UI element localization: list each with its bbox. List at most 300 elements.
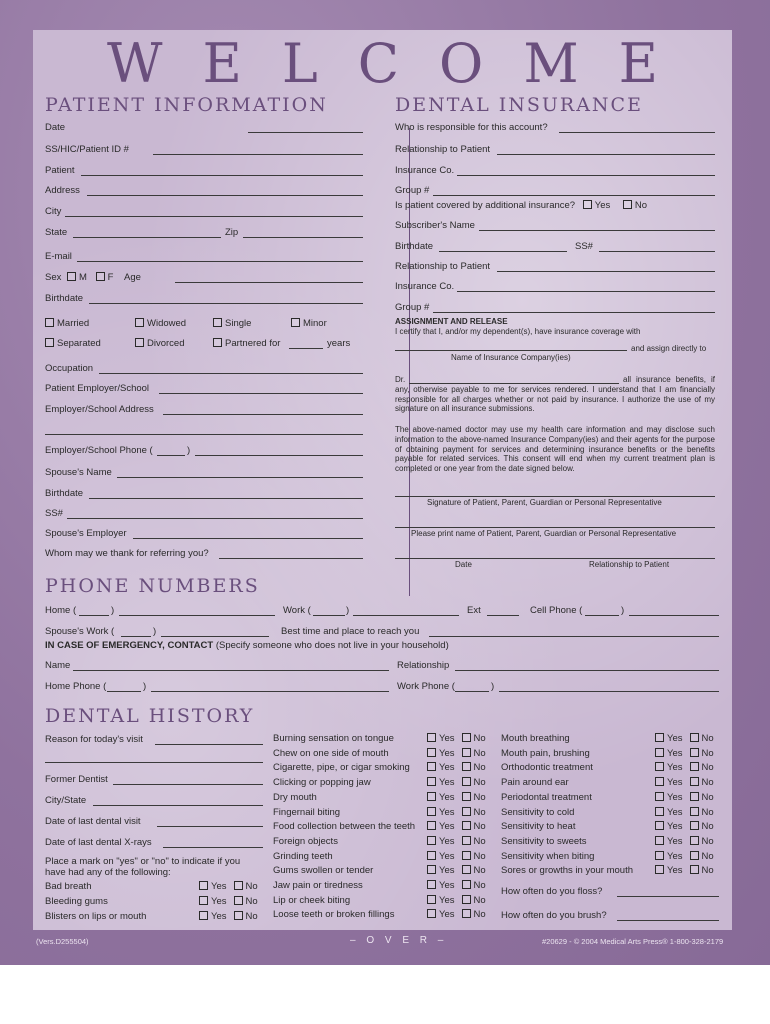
- yes-no-pair: [655, 792, 714, 803]
- no-checkbox[interactable]: [690, 821, 699, 830]
- yes-checkbox[interactable]: [427, 792, 436, 801]
- employer-phone-label: Employer/School Phone (: [45, 445, 153, 456]
- yes-checkbox[interactable]: [655, 733, 664, 742]
- employer-field[interactable]: [159, 393, 363, 394]
- reason-label: Reason for today's visit: [45, 734, 143, 745]
- history-item: Pain around ear: [501, 777, 569, 789]
- yes-no-pair: [427, 909, 486, 920]
- cell-phone-field[interactable]: [629, 615, 719, 616]
- state-label: State: [45, 227, 68, 238]
- yes-label: Yes: [667, 791, 683, 803]
- yes-no-pair: [427, 851, 486, 862]
- sex-row: [45, 272, 141, 283]
- yes-checkbox[interactable]: [427, 733, 436, 742]
- yes-checkbox[interactable]: [655, 836, 664, 845]
- yes-label: Yes: [439, 850, 455, 862]
- yes-checkbox[interactable]: [427, 762, 436, 771]
- yes-label: Yes: [211, 911, 227, 922]
- minor-label: Minor: [303, 318, 327, 329]
- no-checkbox[interactable]: [462, 909, 471, 918]
- no-label: No: [473, 777, 486, 789]
- single-label: Single: [225, 318, 252, 329]
- no-checkbox[interactable]: [690, 777, 699, 786]
- relationship2-label: Relationship to Patient: [395, 261, 491, 272]
- spouse-ss-field[interactable]: [67, 518, 363, 519]
- yes-no-pair: [427, 748, 486, 759]
- minor-option[interactable]: [291, 318, 327, 329]
- no-label: No: [701, 865, 714, 877]
- no-checkbox[interactable]: [462, 895, 471, 904]
- yes-label: Yes: [667, 733, 683, 744]
- patient-field[interactable]: [81, 175, 363, 176]
- yes-label: Yes: [439, 909, 455, 921]
- employer-phone-close: ): [187, 445, 191, 456]
- city-state-field[interactable]: [93, 805, 263, 806]
- history-item: Jaw pain or tiredness: [273, 880, 363, 891]
- mark-note-2: have had any of the following:: [45, 867, 171, 878]
- employer-phone-field[interactable]: [195, 455, 363, 456]
- yes-no-pair: [427, 733, 486, 744]
- additional-no-checkbox[interactable]: [623, 200, 632, 209]
- no-label: No: [473, 791, 486, 803]
- ss-id-label: SS/HIC/Patient ID #: [45, 144, 129, 155]
- yes-checkbox[interactable]: [427, 895, 436, 904]
- date-label: Date: [45, 122, 66, 133]
- history-item: Burning sensation on tongue: [273, 733, 394, 744]
- signature-field[interactable]: [395, 496, 715, 497]
- yes-label: Yes: [667, 762, 683, 774]
- history-item: Sensitivity to cold: [501, 806, 575, 818]
- history-item: Grinding teeth: [273, 850, 333, 862]
- minor-checkbox[interactable]: [291, 318, 300, 327]
- no-label: No: [701, 806, 714, 818]
- subscriber-field[interactable]: [479, 230, 715, 231]
- and-assign-label: and assign directly to: [631, 344, 707, 353]
- no-checkbox[interactable]: [690, 807, 699, 816]
- address-field[interactable]: [87, 195, 363, 196]
- divorced-checkbox[interactable]: [135, 338, 144, 347]
- no-checkbox[interactable]: [462, 880, 471, 889]
- yes-no-pair: [655, 733, 714, 744]
- spouse-employer-label: Spouse's Employer: [45, 528, 127, 539]
- partnered-years-field[interactable]: [289, 348, 323, 349]
- yes-checkbox[interactable]: [655, 865, 664, 874]
- emergency-note: (Specify someone who does not live in your household): [215, 640, 449, 651]
- home-phone-field[interactable]: [119, 615, 275, 616]
- no-label: No: [701, 791, 714, 803]
- separated-checkbox[interactable]: [45, 338, 54, 347]
- relationship2-field[interactable]: [497, 271, 715, 272]
- yes-label: Yes: [439, 733, 455, 744]
- yes-no-pair: [199, 896, 258, 907]
- history-item: Orthodontic treatment: [501, 762, 593, 774]
- yes-label: Yes: [667, 777, 683, 789]
- yes-label: Yes: [439, 821, 455, 833]
- work-area-field[interactable]: [313, 615, 345, 616]
- no-checkbox[interactable]: [462, 836, 471, 845]
- group1-label: Group #: [395, 185, 430, 196]
- best-time-field[interactable]: [429, 636, 719, 637]
- no-label: No: [473, 894, 486, 906]
- employer-address-label: Employer/School Address: [45, 404, 154, 415]
- yes-checkbox[interactable]: [655, 851, 664, 860]
- no-checkbox[interactable]: [234, 911, 243, 920]
- partnered-label: Partnered for: [225, 338, 281, 349]
- yes-label: Yes: [439, 894, 455, 906]
- yes-label: Yes: [667, 835, 683, 847]
- zip-field[interactable]: [243, 237, 363, 238]
- yes-checkbox[interactable]: [427, 836, 436, 845]
- brush-field[interactable]: [617, 920, 719, 921]
- last-visit-field[interactable]: [157, 826, 263, 827]
- print-name-field[interactable]: [395, 527, 715, 528]
- yes-checkbox[interactable]: [199, 881, 208, 890]
- additional-insurance-label: Is patient covered by additional insurance?: [395, 200, 576, 211]
- employer-phone-area[interactable]: [157, 455, 185, 456]
- state-field[interactable]: [73, 237, 221, 238]
- home-close: ): [111, 605, 115, 616]
- yes-checkbox[interactable]: [655, 807, 664, 816]
- form-panel: [33, 30, 732, 930]
- yes-checkbox[interactable]: [427, 909, 436, 918]
- no-checkbox[interactable]: [690, 836, 699, 845]
- married-option[interactable]: [45, 318, 89, 329]
- yes-checkbox[interactable]: [427, 748, 436, 757]
- yes-label: Yes: [667, 806, 683, 818]
- address-label: Address: [45, 185, 80, 196]
- no-checkbox[interactable]: [690, 733, 699, 742]
- history-item: Chew on one side of mouth: [273, 747, 389, 759]
- yes-no-pair: [427, 777, 486, 788]
- reason-field-2[interactable]: [45, 762, 263, 763]
- responsible-field[interactable]: [559, 132, 715, 133]
- spouse-name-field[interactable]: [117, 477, 363, 478]
- yes-checkbox[interactable]: [427, 777, 436, 786]
- patient-info-heading: PATIENT INFORMATION: [45, 94, 328, 116]
- yes-checkbox[interactable]: [427, 807, 436, 816]
- employer-address-field-2[interactable]: [45, 434, 363, 435]
- history-item: Fingernail biting: [273, 806, 341, 818]
- city-state-label: City/State: [45, 795, 87, 806]
- assign-paragraph: all insurance benefits, if any, otherwise payable to me for services rendered. I understand that I am financially responsible for all charges whether or not paid by insurance. I authorize the use of my signature on all insurance submissions.: [395, 375, 715, 414]
- release-paragraph: The above-named doctor may use my health care information and may disclose such information to the above-named Insurance Company(ies) and their agents for the purpose of obtaining payment for services and determining insurance benefits or the benefits payable for related services. This consent will end when my current treatment plan is completed or one year from the date signed below.: [395, 425, 715, 474]
- home-area-field[interactable]: [79, 615, 109, 616]
- emergency-home-label: Home Phone (: [45, 681, 107, 692]
- history-item: Gums swollen or tender: [273, 865, 374, 877]
- yes-no-pair: [427, 836, 486, 847]
- no-label: No: [701, 762, 714, 774]
- yes-no-pair: [427, 807, 486, 818]
- yes-label: Yes: [439, 747, 455, 759]
- additional-insurance-row: [395, 200, 647, 211]
- yes-checkbox[interactable]: [655, 777, 664, 786]
- mark-note-1: Place a mark on "yes" or "no" to indicate if you: [45, 856, 241, 867]
- married-label: Married: [57, 318, 90, 329]
- emergency-home-field[interactable]: [151, 691, 389, 692]
- yes-no-pair: [427, 792, 486, 803]
- responsible-label: Who is responsible for this account?: [395, 122, 548, 133]
- partnered-option[interactable]: [213, 338, 280, 349]
- insurance1-field[interactable]: [457, 175, 715, 176]
- history-item: Dry mouth: [273, 791, 317, 803]
- work-phone-field[interactable]: [353, 615, 459, 616]
- age-label: Age: [124, 272, 141, 283]
- subscriber-label: Subscriber's Name: [395, 220, 475, 231]
- additional-no-label: No: [634, 200, 648, 211]
- no-checkbox[interactable]: [462, 865, 471, 874]
- separated-label: Separated: [57, 338, 101, 349]
- age-field[interactable]: [175, 282, 363, 283]
- no-checkbox[interactable]: [690, 792, 699, 801]
- single-checkbox[interactable]: [213, 318, 222, 327]
- yes-checkbox[interactable]: [427, 821, 436, 830]
- cell-label: Cell Phone (: [530, 605, 583, 616]
- employer-address-field[interactable]: [163, 414, 363, 415]
- history-item: Mouth breathing: [501, 733, 570, 744]
- yes-no-pair: [655, 836, 714, 847]
- yes-no-pair: [655, 748, 714, 759]
- yes-label: Yes: [439, 777, 455, 789]
- dr-label: Dr.: [395, 375, 406, 384]
- years-label: years: [327, 338, 351, 349]
- spouse-work-label: Spouse's Work (: [45, 626, 115, 637]
- birthdate-label: Birthdate: [45, 293, 84, 304]
- work-label: Work (: [283, 605, 311, 616]
- sex-f-checkbox[interactable]: [96, 272, 105, 281]
- ext-field[interactable]: [487, 615, 519, 616]
- no-checkbox[interactable]: [462, 733, 471, 742]
- relationship1-label: Relationship to Patient: [395, 144, 491, 155]
- yes-checkbox[interactable]: [427, 851, 436, 860]
- emergency-row: [45, 640, 449, 651]
- no-label: No: [473, 909, 486, 921]
- no-label: No: [473, 865, 486, 877]
- yes-label: Yes: [667, 865, 683, 877]
- separated-option[interactable]: [45, 338, 101, 349]
- no-label: No: [473, 835, 486, 847]
- no-label: No: [245, 896, 258, 907]
- referral-label: Whom may we thank for referring you?: [45, 548, 209, 559]
- no-checkbox[interactable]: [462, 792, 471, 801]
- signature-date-caption: Date: [455, 560, 472, 569]
- yes-checkbox[interactable]: [655, 762, 664, 771]
- emergency-work-label: Work Phone (: [397, 681, 455, 692]
- sex-m-checkbox[interactable]: [67, 272, 76, 281]
- signature-caption: Signature of Patient, Parent, Guardian or Personal Representative: [427, 498, 662, 507]
- history-item: Food collection between the teeth: [273, 821, 416, 833]
- no-checkbox[interactable]: [462, 748, 471, 757]
- yes-checkbox[interactable]: [199, 911, 208, 920]
- no-label: No: [473, 850, 486, 862]
- group2-label: Group #: [395, 302, 430, 313]
- no-label: No: [245, 881, 258, 892]
- emergency-name-label: Name: [45, 660, 71, 671]
- insurance-company-field[interactable]: [395, 350, 627, 351]
- yes-no-pair: [199, 911, 258, 922]
- history-item: Sores or growths in your mouth: [501, 865, 634, 877]
- widowed-label: Widowed: [147, 318, 187, 329]
- insurance-birthdate-field[interactable]: [439, 251, 567, 252]
- insurance1-label: Insurance Co.: [395, 165, 455, 176]
- insurance-ss-field[interactable]: [599, 251, 715, 252]
- yes-checkbox[interactable]: [655, 792, 664, 801]
- emergency-home-close: ): [143, 681, 147, 692]
- yes-no-pair: [655, 851, 714, 862]
- yes-label: Yes: [211, 896, 227, 907]
- group2-field[interactable]: [433, 312, 715, 313]
- phone-numbers-heading: PHONE NUMBERS: [45, 575, 260, 597]
- over-label: – O V E R –: [350, 935, 448, 946]
- no-checkbox[interactable]: [690, 865, 699, 874]
- history-item: Loose teeth or broken fillings: [273, 909, 395, 921]
- insurance2-label: Insurance Co.: [395, 281, 455, 292]
- yes-no-pair: [655, 821, 714, 832]
- yes-checkbox[interactable]: [199, 896, 208, 905]
- history-item: Cigarette, pipe, or cigar smoking: [273, 762, 410, 774]
- yes-no-pair: [199, 881, 258, 892]
- yes-checkbox[interactable]: [427, 865, 436, 874]
- emergency-relationship-field[interactable]: [455, 670, 719, 671]
- yes-checkbox[interactable]: [655, 821, 664, 830]
- ss-id-field[interactable]: [153, 154, 363, 155]
- history-item: Bleeding gums: [45, 896, 108, 907]
- yes-no-pair: [427, 821, 486, 832]
- yes-checkbox[interactable]: [655, 748, 664, 757]
- email-label: E-mail: [45, 251, 72, 262]
- single-option[interactable]: [213, 318, 251, 329]
- sex-label: Sex: [45, 272, 62, 283]
- yes-label: Yes: [439, 835, 455, 847]
- history-item: Sensitivity when biting: [501, 850, 595, 862]
- last-visit-label: Date of last dental visit: [45, 816, 141, 827]
- no-checkbox[interactable]: [462, 851, 471, 860]
- dental-history-heading: DENTAL HISTORY: [45, 705, 255, 727]
- no-checkbox[interactable]: [462, 762, 471, 771]
- dental-insurance-heading: DENTAL INSURANCE: [395, 94, 643, 116]
- last-xrays-field[interactable]: [163, 847, 263, 848]
- emergency-name-field[interactable]: [73, 670, 389, 671]
- date-relationship-field[interactable]: [395, 558, 715, 559]
- zip-label: Zip: [225, 227, 239, 238]
- no-checkbox[interactable]: [234, 896, 243, 905]
- additional-yes-checkbox[interactable]: [583, 200, 592, 209]
- yes-label: Yes: [439, 806, 455, 818]
- yes-label: Yes: [439, 791, 455, 803]
- city-field[interactable]: [65, 216, 363, 217]
- no-label: No: [701, 747, 714, 759]
- emergency-home-area-field[interactable]: [107, 691, 141, 692]
- reason-field[interactable]: [155, 744, 263, 745]
- spouse-employer-field[interactable]: [133, 538, 363, 539]
- yes-no-pair: [427, 895, 486, 906]
- referral-field[interactable]: [219, 558, 363, 559]
- yes-label: Yes: [439, 880, 455, 891]
- history-item: Periodontal treatment: [501, 791, 592, 803]
- date-field[interactable]: [248, 132, 363, 133]
- no-checkbox[interactable]: [234, 881, 243, 890]
- spouse-work-field[interactable]: [161, 636, 269, 637]
- spouse-ss-label: SS#: [45, 508, 63, 519]
- no-checkbox[interactable]: [462, 807, 471, 816]
- widowed-checkbox[interactable]: [135, 318, 144, 327]
- no-checkbox[interactable]: [462, 821, 471, 830]
- no-label: No: [473, 806, 486, 818]
- insurance-birthdate-label: Birthdate: [395, 241, 434, 252]
- history-item: Blisters on lips or mouth: [45, 911, 147, 922]
- no-label: No: [701, 777, 714, 789]
- yes-label: Yes: [439, 762, 455, 774]
- history-item: Bad breath: [45, 881, 92, 892]
- brush-label: How often do you brush?: [501, 910, 607, 921]
- divorced-option[interactable]: [135, 338, 185, 349]
- spouse-birthdate-field[interactable]: [89, 498, 363, 499]
- assignment-heading: ASSIGNMENT AND RELEASE: [395, 317, 508, 326]
- spouse-work-close: ): [153, 626, 157, 637]
- no-checkbox[interactable]: [462, 777, 471, 786]
- yes-no-pair: [655, 865, 714, 876]
- no-label: No: [473, 762, 486, 774]
- best-time-label: Best time and place to reach you: [281, 626, 420, 637]
- former-dentist-field[interactable]: [113, 784, 263, 785]
- no-checkbox[interactable]: [690, 851, 699, 860]
- spouse-work-area-field[interactable]: [121, 636, 151, 637]
- city-label: City: [45, 206, 62, 217]
- additional-yes-label: Yes: [594, 200, 611, 211]
- emergency-work-close: ): [491, 681, 495, 692]
- history-item: Sensitivity to sweets: [501, 835, 587, 847]
- cell-area-field[interactable]: [585, 615, 619, 616]
- yes-no-pair: [427, 762, 486, 773]
- employer-label: Patient Employer/School: [45, 383, 150, 394]
- no-label: No: [473, 880, 486, 891]
- group1-field[interactable]: [433, 195, 715, 196]
- signature-relationship-caption: Relationship to Patient: [589, 560, 670, 569]
- yes-no-pair: [427, 865, 486, 876]
- home-label: Home (: [45, 605, 77, 616]
- emergency-work-area-field[interactable]: [455, 691, 489, 692]
- occupation-label: Occupation: [45, 363, 94, 374]
- partnered-checkbox[interactable]: [213, 338, 222, 347]
- no-label: No: [701, 733, 714, 744]
- emergency-relationship-label: Relationship: [397, 660, 450, 671]
- floss-field[interactable]: [617, 896, 719, 897]
- insurance2-field[interactable]: [457, 291, 715, 292]
- yes-no-pair: [655, 807, 714, 818]
- occupation-field[interactable]: [99, 373, 363, 374]
- yes-label: Yes: [667, 850, 683, 862]
- yes-checkbox[interactable]: [427, 880, 436, 889]
- birthdate-field[interactable]: [89, 303, 363, 304]
- no-label: No: [473, 747, 486, 759]
- floss-label: How often do you floss?: [501, 886, 603, 897]
- yes-label: Yes: [667, 821, 683, 833]
- spouse-birthdate-label: Birthdate: [45, 488, 84, 499]
- history-item: Foreign objects: [273, 835, 338, 847]
- print-name-caption: Please print name of Patient, Parent, Guardian or Personal Representative: [411, 529, 677, 538]
- cell-close: ): [621, 605, 625, 616]
- no-checkbox[interactable]: [690, 762, 699, 771]
- yes-no-pair: [427, 880, 486, 891]
- no-label: No: [701, 821, 714, 833]
- widowed-option[interactable]: [135, 318, 186, 329]
- assignment-line1: I certify that I, and/or my dependent(s), have insurance coverage with: [395, 327, 641, 336]
- emergency-work-field[interactable]: [499, 691, 719, 692]
- relationship1-field[interactable]: [497, 154, 715, 155]
- married-checkbox[interactable]: [45, 318, 54, 327]
- email-field[interactable]: [77, 261, 363, 262]
- emergency-label: IN CASE OF EMERGENCY, CONTACT: [45, 640, 214, 651]
- no-checkbox[interactable]: [690, 748, 699, 757]
